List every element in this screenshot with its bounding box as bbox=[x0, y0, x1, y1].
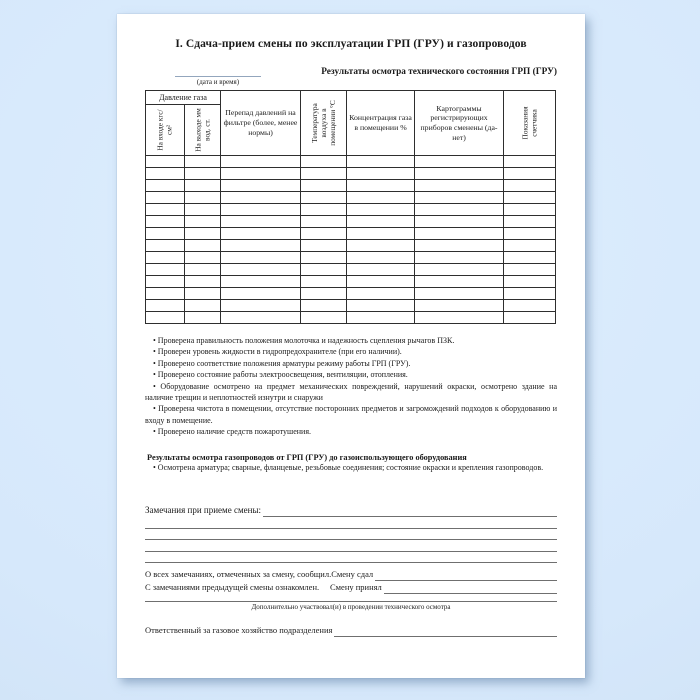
table-cell-empty bbox=[221, 192, 301, 204]
responsible-label: Ответственный за газовое хозяйство подразделения bbox=[145, 625, 333, 636]
checklist-item: • Проверено соответствие положения арматуры режиму работы ГРП (ГРУ). bbox=[153, 358, 411, 368]
table-cell-empty bbox=[347, 300, 415, 312]
remarks-blank-line bbox=[263, 505, 557, 517]
table-cell-empty bbox=[415, 228, 504, 240]
col-header-pressure-outlet-label: На выходе мм вод. ст. bbox=[192, 108, 211, 152]
table-header bbox=[146, 91, 556, 156]
responsible-row bbox=[145, 624, 557, 637]
col-header-filter-drop-label: Перепад давлений на фильтре (более, менее нормы) bbox=[223, 108, 298, 137]
remarks-blank-line bbox=[145, 517, 557, 529]
pipeline-checklist-item: • Осмотрена арматура; сварные, фланцевые, резьбовые соединения; состояние окраски и крепления газопроводов. bbox=[153, 462, 544, 472]
table-cell-empty bbox=[221, 276, 301, 288]
section-heading: Результаты осмотра технического состояния ГРП (ГРУ) bbox=[321, 67, 557, 77]
date-time-blank-line bbox=[175, 65, 261, 77]
table-cell-empty bbox=[146, 300, 185, 312]
table-cell-empty bbox=[301, 264, 347, 276]
table-cell-empty bbox=[347, 228, 415, 240]
remarks-blank-lines bbox=[145, 517, 557, 563]
table-cell-empty bbox=[301, 168, 347, 180]
table-cell-empty bbox=[185, 168, 221, 180]
table-cell-empty bbox=[185, 240, 221, 252]
table-row bbox=[146, 276, 556, 288]
table-cell-empty bbox=[415, 264, 504, 276]
table-cell-empty bbox=[504, 300, 556, 312]
additional-participants-block bbox=[145, 601, 557, 611]
table-cell-empty bbox=[504, 216, 556, 228]
table-cell-empty bbox=[185, 288, 221, 300]
table-cell-empty bbox=[146, 180, 185, 192]
table-cell-empty bbox=[504, 192, 556, 204]
table-row bbox=[146, 264, 556, 276]
table-cell-empty bbox=[221, 204, 301, 216]
table-cell-empty bbox=[415, 288, 504, 300]
remarks-blank-line bbox=[145, 540, 557, 552]
table-cell-empty bbox=[146, 204, 185, 216]
table-cell-empty bbox=[415, 300, 504, 312]
inspection-checklist bbox=[145, 335, 557, 438]
table-row bbox=[146, 252, 556, 264]
col-header-cartograms bbox=[415, 91, 504, 156]
table-cell-empty bbox=[185, 156, 221, 168]
table-cell-empty bbox=[146, 288, 185, 300]
table-cell-empty bbox=[146, 156, 185, 168]
col-header-pressure-inlet-label: На входе кгс/см² bbox=[155, 109, 173, 151]
table-cell-empty bbox=[504, 240, 556, 252]
table-row bbox=[146, 156, 556, 168]
table-cell-empty bbox=[347, 252, 415, 264]
remarks-blank-line bbox=[145, 552, 557, 564]
shift-accepted-row bbox=[145, 581, 557, 594]
table-cell-empty bbox=[301, 156, 347, 168]
table-row bbox=[146, 216, 556, 228]
remarks-label: Замечания при приеме смены: bbox=[145, 505, 262, 516]
inspection-table bbox=[145, 90, 556, 324]
table-cell-empty bbox=[415, 192, 504, 204]
col-header-meter-readings bbox=[504, 91, 556, 156]
subhead-row bbox=[145, 65, 557, 86]
table-cell-empty bbox=[347, 264, 415, 276]
table-cell-empty bbox=[146, 312, 185, 324]
table-cell-empty bbox=[347, 240, 415, 252]
table-cell-empty bbox=[221, 288, 301, 300]
table-cell-empty bbox=[146, 228, 185, 240]
table-cell-empty bbox=[185, 312, 221, 324]
table-row bbox=[146, 168, 556, 180]
table-cell-empty bbox=[185, 264, 221, 276]
date-time-field bbox=[175, 65, 293, 86]
table-cell-empty bbox=[415, 240, 504, 252]
additional-blank-line bbox=[145, 601, 557, 602]
table-cell-empty bbox=[347, 276, 415, 288]
document-page bbox=[117, 14, 585, 678]
table-cell-empty bbox=[221, 240, 301, 252]
table-cell-empty bbox=[415, 156, 504, 168]
table-cell-empty bbox=[347, 204, 415, 216]
table-cell-empty bbox=[504, 180, 556, 192]
table-cell-empty bbox=[347, 180, 415, 192]
table-cell-empty bbox=[301, 252, 347, 264]
table-row bbox=[146, 240, 556, 252]
remarks-label-row bbox=[145, 504, 557, 517]
table-cell-empty bbox=[221, 264, 301, 276]
table-cell-empty bbox=[504, 288, 556, 300]
table-cell-empty bbox=[185, 204, 221, 216]
table-cell-empty bbox=[415, 252, 504, 264]
table-cell-empty bbox=[301, 192, 347, 204]
col-header-pressure-inlet bbox=[146, 105, 185, 156]
table-cell-empty bbox=[146, 168, 185, 180]
shift-handed-label: Смену сдал bbox=[331, 569, 374, 580]
col-header-pressure-outlet bbox=[185, 105, 221, 156]
table-cell-empty bbox=[504, 312, 556, 324]
table-cell-empty bbox=[185, 216, 221, 228]
table-cell-empty bbox=[347, 168, 415, 180]
table-cell-empty bbox=[504, 204, 556, 216]
col-header-cartograms-label: Картограммы регистрирующих приборов сменены (да-нет) bbox=[420, 103, 498, 142]
shift-handed-blank-line bbox=[375, 569, 557, 581]
shift-accepted-blank-line bbox=[384, 582, 557, 594]
table-row bbox=[146, 312, 556, 324]
table-cell-empty bbox=[301, 312, 347, 324]
table-cell-empty bbox=[301, 240, 347, 252]
table-cell-empty bbox=[146, 264, 185, 276]
table-row bbox=[146, 228, 556, 240]
table-cell-empty bbox=[146, 276, 185, 288]
table-cell-empty bbox=[185, 252, 221, 264]
table-cell-empty bbox=[301, 228, 347, 240]
col-header-temperature bbox=[301, 91, 347, 156]
table-cell-empty bbox=[221, 228, 301, 240]
table-cell-empty bbox=[347, 288, 415, 300]
table-cell-empty bbox=[504, 264, 556, 276]
table-cell-empty bbox=[185, 276, 221, 288]
table-cell-empty bbox=[415, 216, 504, 228]
table-row bbox=[146, 288, 556, 300]
table-cell-empty bbox=[504, 228, 556, 240]
checklist-item: • Проверено состояние работы электроосвещения, вентиляции, отопления. bbox=[153, 370, 408, 380]
table-cell-empty bbox=[185, 180, 221, 192]
table-cell-empty bbox=[301, 180, 347, 192]
col-header-temperature-label: Температура воздуха в помещении °С bbox=[309, 100, 336, 146]
table-cell-empty bbox=[301, 300, 347, 312]
responsible-blank-line bbox=[334, 625, 557, 637]
table-cell-empty bbox=[415, 276, 504, 288]
table-cell-empty bbox=[347, 156, 415, 168]
table-cell-empty bbox=[504, 276, 556, 288]
table-row bbox=[146, 192, 556, 204]
table-cell-empty bbox=[415, 180, 504, 192]
additional-caption: Дополнительно участвовал(и) в проведении технического осмотра bbox=[251, 603, 451, 612]
shift-accepted-label: Смену принял bbox=[330, 582, 382, 593]
table-cell-empty bbox=[301, 276, 347, 288]
table-cell-empty bbox=[301, 216, 347, 228]
remarks-blank-line bbox=[145, 529, 557, 541]
table-row bbox=[146, 180, 556, 192]
table-cell-empty bbox=[347, 216, 415, 228]
signoff-section bbox=[145, 568, 557, 594]
col-header-gas-concentration-label: Концентрация газа в помещении % bbox=[349, 113, 412, 132]
col-header-meter-readings-label: Показания счетчика bbox=[519, 106, 538, 140]
table-cell-empty bbox=[301, 288, 347, 300]
table-cell-empty bbox=[221, 156, 301, 168]
table-row bbox=[146, 300, 556, 312]
checklist-item: • Проверена чистота в помещении, отсутствие посторонних предметов и загромождений подходов к оборудованию и входу в помещение. bbox=[145, 404, 557, 425]
table-cell-empty bbox=[221, 312, 301, 324]
table-cell-empty bbox=[221, 216, 301, 228]
table-cell-empty bbox=[415, 168, 504, 180]
table-cell-empty bbox=[185, 300, 221, 312]
page-title: I. Сдача-прием смены по эксплуатации ГРП (ГРУ) и газопроводов bbox=[175, 38, 527, 50]
pipelines-heading: Результаты осмотра газопроводов от ГРП (ГРУ) до газоиспользующего оборудования bbox=[147, 452, 467, 462]
table-cell-empty bbox=[504, 168, 556, 180]
table-body bbox=[146, 156, 556, 324]
checklist-item: • Оборудование осмотрено на предмет механических повреждений, нарушений окраски, осмотрено здание на наличие трещин и неплотностей изнутри и снаружи bbox=[145, 381, 557, 403]
table-cell-empty bbox=[504, 156, 556, 168]
shift-reported-label: О всех замечаниях, отмеченных за смену, сообщил. bbox=[145, 569, 332, 580]
table-cell-empty bbox=[221, 252, 301, 264]
date-time-caption: (дата и время) bbox=[196, 78, 240, 86]
shift-acknowledged-label: С замечаниями предыдущей смены ознакомлен. bbox=[145, 582, 320, 593]
remarks-section bbox=[145, 504, 557, 563]
table-cell-empty bbox=[415, 312, 504, 324]
table-cell-empty bbox=[301, 204, 347, 216]
col-header-filter-drop bbox=[221, 91, 301, 156]
checklist-item: • Проверено наличие средств пожаротушения. bbox=[153, 427, 312, 437]
table-cell-empty bbox=[185, 228, 221, 240]
col-header-gas-concentration bbox=[347, 91, 415, 156]
table-cell-empty bbox=[221, 180, 301, 192]
table-cell-empty bbox=[221, 300, 301, 312]
checklist-item: • Проверена правильность положения молоточка и надежность сцепления рычагов ПЗК. bbox=[153, 336, 455, 345]
table-cell-empty bbox=[146, 216, 185, 228]
table-cell-empty bbox=[146, 240, 185, 252]
table-cell-empty bbox=[415, 204, 504, 216]
table-cell-empty bbox=[185, 192, 221, 204]
table-cell-empty bbox=[504, 252, 556, 264]
checklist-item: • Проверен уровень жидкости в гидропредохранителе (при его наличии). bbox=[153, 347, 402, 357]
table-cell-empty bbox=[146, 192, 185, 204]
table-cell-empty bbox=[221, 168, 301, 180]
shift-handed-row bbox=[145, 568, 557, 581]
table-cell-empty bbox=[347, 312, 415, 324]
table-cell-empty bbox=[347, 192, 415, 204]
table-cell-empty bbox=[146, 252, 185, 264]
pipelines-checklist bbox=[145, 462, 557, 473]
table-row bbox=[146, 204, 556, 216]
col-header-pressure-group: Давление газа bbox=[146, 91, 221, 105]
